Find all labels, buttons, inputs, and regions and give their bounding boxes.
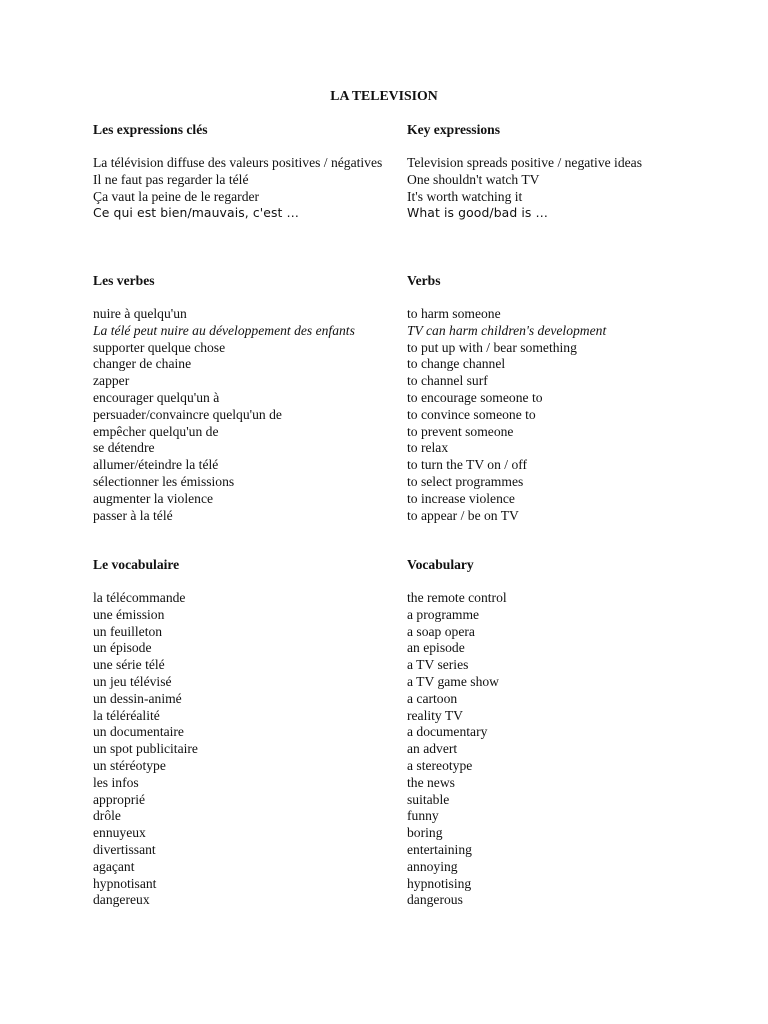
- french-term: zapper: [93, 373, 130, 389]
- section-header: [93, 122, 713, 139]
- english-term: a stereotype: [407, 757, 473, 773]
- english-term: entertaining: [407, 841, 472, 857]
- french-term: une série télé: [93, 657, 165, 673]
- english-term: Television spreads positive / negative ideas: [407, 155, 642, 170]
- french-term: une émission: [93, 606, 165, 622]
- french-term: La télévision diffuse des valeurs positives / négatives: [93, 155, 383, 170]
- french-term: encourager quelqu'un à: [93, 389, 220, 405]
- english-term: suitable: [407, 791, 450, 807]
- vocab-row: [93, 758, 713, 775]
- vocab-row: [93, 657, 713, 674]
- french-term: changer de chaine: [93, 356, 192, 372]
- section-header-fr: Le vocabulaire: [93, 557, 180, 572]
- french-term: sélectionner les émissions: [93, 473, 235, 489]
- vocab-row: [93, 607, 713, 624]
- vocab-row: [93, 440, 713, 457]
- french-term: ennuyeux: [93, 825, 146, 841]
- french-term: la téléréalité: [93, 707, 160, 723]
- french-term: un stéréotype: [93, 757, 166, 773]
- french-term: hypnotisant: [93, 875, 157, 891]
- vocab-row: [93, 708, 713, 725]
- english-term: It's worth watching it: [407, 188, 523, 204]
- section-verbs: [93, 273, 713, 524]
- vocab-row: [93, 424, 713, 441]
- vocab-row: [93, 691, 713, 708]
- french-term: passer à la télé: [93, 507, 173, 523]
- english-term: to select programmes: [407, 473, 524, 489]
- section-header: [93, 273, 713, 290]
- french-term: agaçant: [93, 858, 135, 874]
- vocab-row: [93, 373, 713, 390]
- french-term: drôle: [93, 808, 121, 824]
- french-term: Ce qui est bien/mauvais, c'est …: [93, 205, 300, 221]
- english-term: to increase violence: [407, 490, 515, 506]
- page-title: LA TELEVISION: [330, 88, 438, 103]
- french-term: approprié: [93, 791, 146, 807]
- vocab-row: [93, 892, 713, 909]
- vocab-row: [93, 340, 713, 357]
- vocab-row: [93, 457, 713, 474]
- english-term: One shouldn't watch TV: [407, 171, 540, 187]
- vocab-row: [93, 189, 713, 206]
- english-term: to prevent someone: [407, 423, 514, 439]
- vocab-row: [93, 808, 713, 825]
- french-term: un dessin-animé: [93, 690, 182, 706]
- english-term: a documentary: [407, 724, 488, 740]
- vocab-row: [93, 172, 713, 189]
- vocab-row: [93, 491, 713, 508]
- english-term: the news: [407, 774, 455, 790]
- english-term: funny: [407, 808, 439, 824]
- vocab-row: [93, 724, 713, 741]
- french-term: augmenter la violence: [93, 490, 214, 506]
- section-key-expressions: [93, 122, 713, 222]
- english-term: to relax: [407, 440, 449, 456]
- english-term: reality TV: [407, 707, 463, 723]
- french-term: les infos: [93, 774, 139, 790]
- french-term: empêcher quelqu'un de: [93, 423, 219, 439]
- english-term: to encourage someone to: [407, 389, 543, 405]
- vocab-row: [93, 306, 713, 323]
- english-term: a cartoon: [407, 690, 458, 706]
- english-term: to channel surf: [407, 373, 488, 389]
- french-term: dangereux: [93, 892, 150, 908]
- french-term: allumer/éteindre la télé: [93, 457, 219, 473]
- vocab-row: [93, 674, 713, 691]
- section-header-fr: Les expressions clés: [93, 122, 208, 137]
- vocab-row: [93, 390, 713, 407]
- english-term: to turn the TV on / off: [407, 457, 528, 473]
- french-term: un spot publicitaire: [93, 741, 198, 757]
- english-term: a programme: [407, 606, 480, 622]
- english-term: to harm someone: [407, 306, 501, 321]
- section-header-en: Vocabulary: [407, 557, 474, 572]
- section-header: [93, 557, 713, 574]
- french-term: Il ne faut pas regarder la télé: [93, 171, 249, 187]
- english-term: to change channel: [407, 356, 506, 372]
- vocab-row: [93, 407, 713, 424]
- french-term: divertissant: [93, 841, 156, 857]
- vocab-row: [93, 775, 713, 792]
- example-sentence-row: [93, 323, 713, 340]
- english-term: the remote control: [407, 590, 507, 605]
- english-term: hypnotising: [407, 875, 472, 891]
- english-term: boring: [407, 825, 443, 841]
- french-term: un feuilleton: [93, 623, 163, 639]
- english-term: to appear / be on TV: [407, 507, 519, 523]
- vocab-row: [93, 792, 713, 809]
- english-example: TV can harm children's development: [407, 322, 607, 338]
- english-term: a TV game show: [407, 673, 499, 689]
- vocab-row: [93, 624, 713, 641]
- section-header-fr: Les verbes: [93, 273, 155, 288]
- vocab-row: [93, 825, 713, 842]
- section-header-en: Verbs: [407, 273, 441, 288]
- vocab-row: [93, 508, 713, 525]
- french-term: Ça vaut la peine de le regarder: [93, 188, 260, 204]
- french-term: la télécommande: [93, 590, 186, 605]
- english-term: a TV series: [407, 657, 469, 673]
- vocab-row: [93, 741, 713, 758]
- french-example: La télé peut nuire au développement des enfants: [93, 322, 355, 338]
- french-term: un documentaire: [93, 724, 184, 740]
- french-term: un épisode: [93, 640, 152, 656]
- vocab-row: [93, 842, 713, 859]
- vocab-row: [93, 640, 713, 657]
- english-term: to put up with / bear something: [407, 339, 577, 355]
- english-term: a soap opera: [407, 623, 475, 639]
- section-header-en: Key expressions: [407, 122, 501, 137]
- vocab-row: [93, 590, 713, 607]
- english-term: to convince someone to: [407, 406, 536, 422]
- english-term: dangerous: [407, 892, 463, 908]
- french-term: persuader/convaincre quelqu'un de: [93, 406, 282, 422]
- vocab-row: [93, 474, 713, 491]
- french-term: nuire à quelqu'un: [93, 306, 187, 321]
- vocab-row: [93, 205, 713, 222]
- vocab-row: [93, 356, 713, 373]
- english-term: annoying: [407, 858, 458, 874]
- vocab-row: [93, 155, 713, 172]
- french-term: se détendre: [93, 440, 155, 456]
- section-vocabulary: [93, 557, 713, 909]
- vocab-row: [93, 859, 713, 876]
- english-term: an advert: [407, 741, 458, 757]
- english-term: an episode: [407, 640, 465, 656]
- french-term: un jeu télévisé: [93, 673, 172, 689]
- french-term: supporter quelque chose: [93, 339, 226, 355]
- english-term: What is good/bad is …: [407, 205, 548, 221]
- vocab-row: [93, 876, 713, 893]
